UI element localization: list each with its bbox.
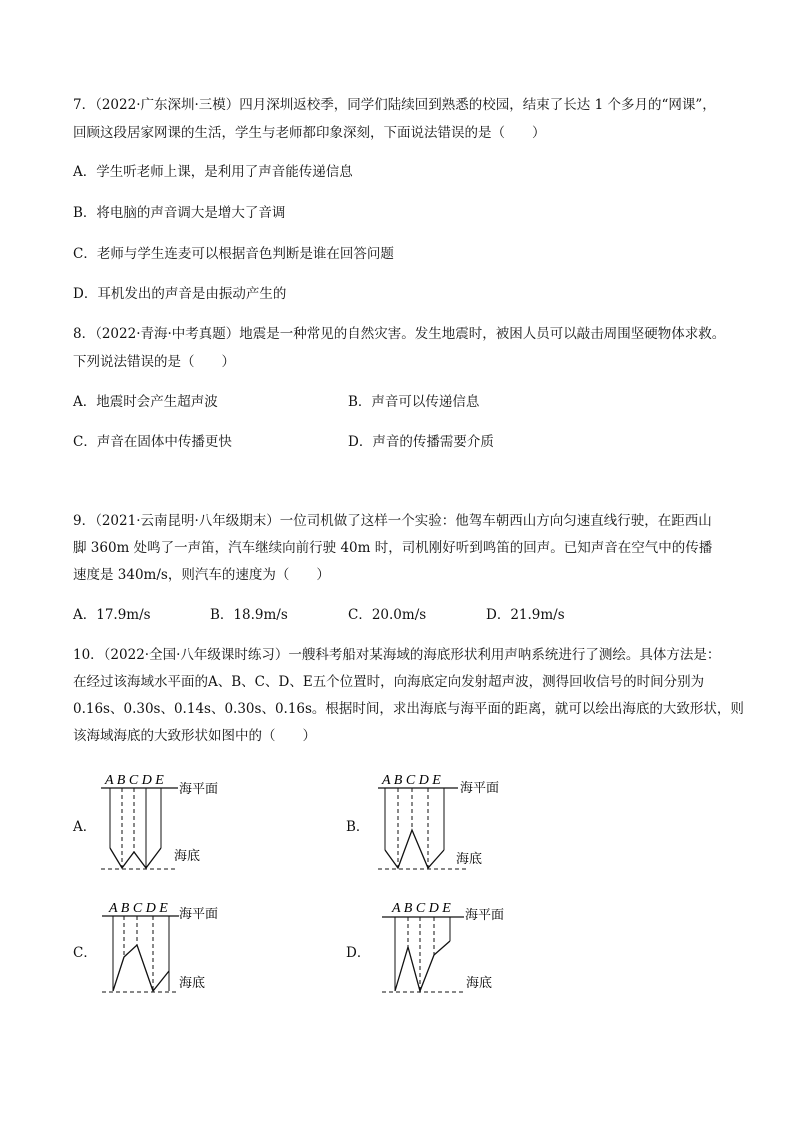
q9-stem-line-3: 速度是 340m/s，则汽车的速度为（ ） [73,567,330,583]
q10-option-d-diagram [374,895,554,1005]
seabed-profile [113,945,169,991]
q10-option-a-label: A． [73,819,97,835]
q10-option-d-label: D． [346,945,371,961]
q10-option-c-label: C． [73,945,97,961]
sea-surface-label: 海平面 [460,780,500,795]
q9-option-c: C．20.0m/s [348,607,427,623]
q7-option-c: C．老师与学生连麦可以根据音色判断是谁在回答问题 [73,246,394,262]
q8-option-a: A．地震时会产生超声波 [73,394,218,410]
seabed-label: 海底 [456,851,483,866]
sea-surface-label: 海平面 [465,907,505,922]
q8-option-c: C．声音在固体中传播更快 [73,434,232,450]
q9-option-d: D．21.9m/s [486,607,565,623]
q9-stem-line-2: 脚 360m 处鸣了一声笛，汽车继续向前行驶 40m 时，司机刚好听到鸣笛的回声。已知声音在空气中的传播 [73,540,713,556]
seabed-profile [385,830,444,868]
position-letters: A B C D E [105,773,164,788]
q10-option-a-diagram [96,768,276,878]
q10-stem-line-3: 0.16s、0.30s、0.14s、0.30s、0.16s。根据时间，求出海底与海平面的距离，就可以绘出海底的大致形状，则 [73,701,744,717]
q7-stem-line-2: 回顾这段居家网课的生活，学生与老师都印象深刻，下面说法错误的是（ ） [73,125,546,141]
seabed-label: 海底 [466,975,493,990]
q8-stem-line-2: 下列说法错误的是（ ） [73,354,235,370]
q8-option-d: D．声音的传播需要介质 [348,434,494,450]
q10-stem-line-2: 在经过该海域水平面的A、B、C、D、E五个位置时，向海底定向发射超声波，测得回收信号的时间分别为 [73,674,705,690]
q10-option-c-diagram [97,895,277,1005]
q7-option-a: A．学生听老师上课，是利用了声音能传递信息 [73,164,353,180]
sea-surface-label: 海平面 [179,906,219,921]
q10-option-b-label: B． [346,819,370,835]
q9-option-a: A．17.9m/s [73,607,151,623]
q7-stem-line-1: 7．（2022·广东深圳·三模）四月深圳返校季，同学们陆续回到熟悉的校园，结束了长达 1 个多月的“网课”， [73,97,716,113]
q7-option-d: D．耳机发出的声音是由振动产生的 [73,286,287,302]
position-letters: A B C D E [382,773,441,788]
q8-option-b: B．声音可以传递信息 [348,394,480,410]
q10-stem-line-4: 该海域海底的大致形状如图中的（ ） [73,728,316,744]
q10-stem-line-1: 10．（2022·全国·八年级课时练习）一艘科考船对某海域的海底形状利用声呐系统进行了测绘。具体方法是： [73,647,721,663]
q9-stem-line-1: 9．（2021·云南昆明·八年级期末）一位司机做了这样一个实验：他驾车朝西山方向匀速直线行驶，在距西山 [73,513,712,529]
q9-option-b: B．18.9m/s [210,607,288,623]
seabed-label: 海底 [174,848,201,863]
seabed-profile [395,941,450,991]
q10-option-b-diagram [374,768,554,878]
seabed-label: 海底 [179,975,206,990]
q7-option-b: B．将电脑的声音调大是增大了音调 [73,205,286,221]
position-letters: A B C D E [392,901,451,916]
position-letters: A B C D E [109,901,168,916]
sea-surface-label: 海平面 [179,781,219,796]
seabed-profile [110,848,161,868]
q8-stem-line-1: 8．（2022·青海·中考真题）地震是一种常见的自然灾害。发生地震时，被困人员可以敲击周围坚硬物体求救。 [73,326,726,342]
